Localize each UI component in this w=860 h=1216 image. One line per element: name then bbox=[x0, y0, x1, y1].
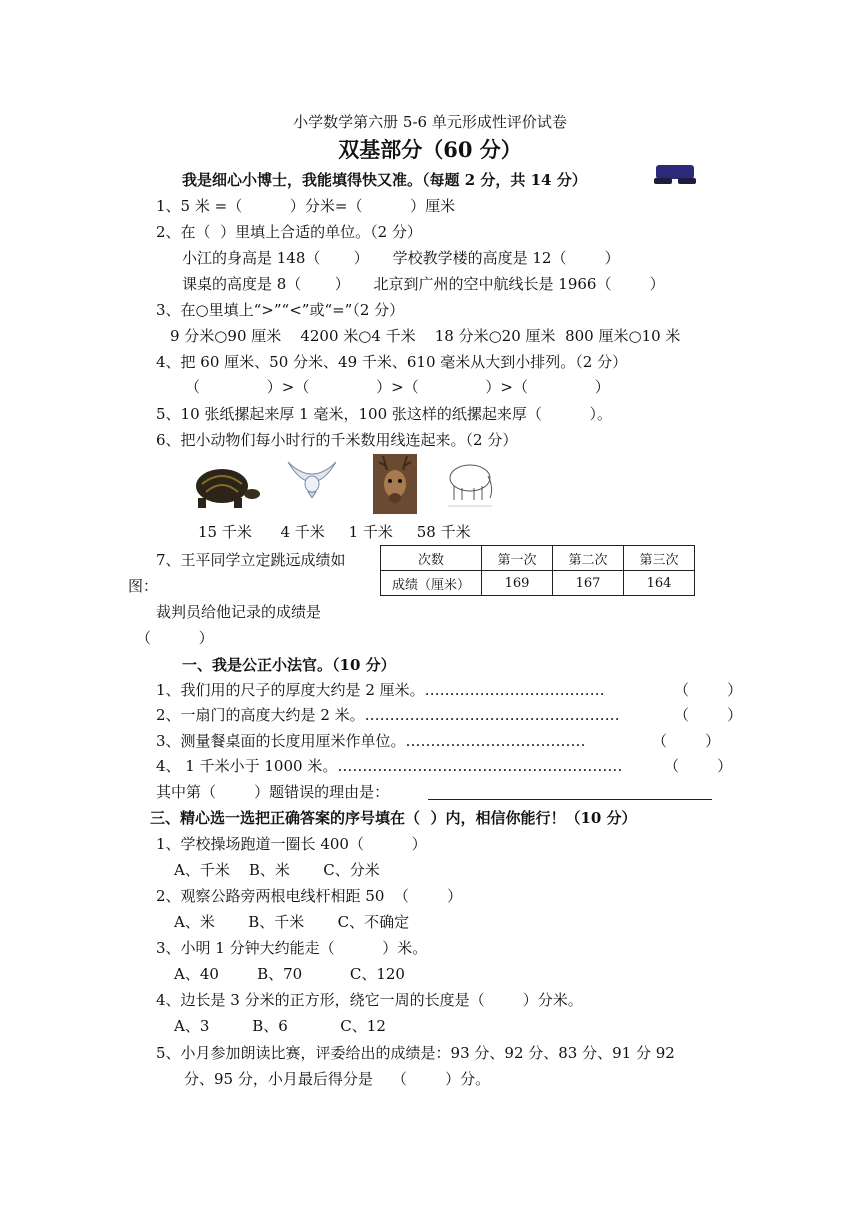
q6-speed-labels: 15 千米 4 千米 1 千米 58 千米 bbox=[198, 523, 471, 541]
q2-line1: 小江的身高是 148（ ） 学校教学楼的高度是 12（ ） bbox=[182, 249, 620, 267]
q7-text-part2: 图： bbox=[128, 577, 159, 595]
table-row-label: 成绩（厘米） bbox=[381, 571, 482, 596]
judge-item-1: 1、我们用的尺子的厚度大约是 2 厘米。……………………………… bbox=[156, 681, 605, 699]
dove-image bbox=[284, 456, 340, 498]
table-header: 第一次 bbox=[482, 546, 553, 571]
q4-blanks: （ ）>（ ）>（ ）>（ ） bbox=[185, 378, 610, 396]
judge-item-4: 4、 1 千米小于 1000 米。………………………………………………… bbox=[156, 757, 623, 775]
q4-order: 4、把 60 厘米、50 分米、49 千米、610 毫米从大到小排列。（2 分） bbox=[156, 353, 628, 371]
judge-paren-2: （ ） bbox=[674, 706, 743, 724]
judge-paren-4: （ ） bbox=[664, 757, 733, 775]
q7-text-line3: 裁判员给他记录的成绩是 bbox=[156, 603, 322, 621]
elephant-image bbox=[444, 458, 496, 510]
choice-q4-options: A、3 B、6 C、12 bbox=[174, 1017, 386, 1035]
jump-score-table bbox=[380, 545, 695, 596]
exam-title: 小学数学第六册 5-6 单元形成性评价试卷 bbox=[293, 113, 567, 131]
table-header: 第二次 bbox=[553, 546, 624, 571]
turtle-image bbox=[184, 458, 262, 514]
choice-q5-line1: 5、小月参加朗读比赛，评委给出的成绩是：93 分、92 分、83 分、91 分 92 bbox=[156, 1044, 675, 1062]
q1-unit-conversion: 1、5 米 =（ ）分米=（ ）厘米 bbox=[156, 197, 456, 215]
table-cell: 164 bbox=[624, 571, 695, 596]
reason-answer-line bbox=[428, 799, 712, 800]
boots-image bbox=[652, 163, 698, 187]
choice-q1-options: A、千米 B、米 C、分米 bbox=[174, 861, 380, 879]
choice-q2: 2、观察公路旁两根电线杆相距 50 （ ） bbox=[156, 887, 463, 905]
q6-match-animals: 6、把小动物们每小时行的千米数用线连起来。（2 分） bbox=[156, 431, 518, 449]
judge-paren-3: （ ） bbox=[652, 732, 721, 750]
judge-reason: 其中第（ ）题错误的理由是： bbox=[156, 783, 390, 801]
choice-q4: 4、边长是 3 分米的正方形，绕它一周的长度是（ ）分米。 bbox=[156, 991, 583, 1009]
table-cell: 167 bbox=[553, 571, 624, 596]
section3-heading: 三、精心选一选把正确答案的序号填在（ ）内，相信你能行！（10 分） bbox=[150, 809, 637, 827]
judge-item-2: 2、一扇门的高度大约是 2 米。…………………………………………… bbox=[156, 706, 620, 724]
table-header: 次数 bbox=[381, 546, 482, 571]
q7-answer-blank: （ ） bbox=[136, 629, 214, 647]
q7-text-part1: 7、王平同学立定跳远成绩如 bbox=[156, 551, 346, 569]
q2-fill-units: 2、在（ ）里填上合适的单位。（2 分） bbox=[156, 223, 422, 241]
choice-q1: 1、学校操场跑道一圈长 400（ ） bbox=[156, 835, 427, 853]
deer-image bbox=[373, 454, 417, 514]
q3-compare: 3、在○里填上“>”“<”或“=”（2 分） bbox=[156, 301, 405, 319]
choice-q3-options: A、40 B、70 C、120 bbox=[174, 965, 405, 983]
choice-q5-line2: 分、95 分，小月最后得分是 （ ）分。 bbox=[184, 1070, 491, 1088]
table-header: 第三次 bbox=[624, 546, 695, 571]
q5-paper-thickness: 5、10 张纸摞起来厚 1 毫米，100 张这样的纸摞起来厚（ ）。 bbox=[156, 405, 613, 423]
choice-q2-options: A、米 B、千米 C、不确定 bbox=[174, 913, 410, 931]
table-cell: 169 bbox=[482, 571, 553, 596]
judge-item-3: 3、测量餐桌面的长度用厘米作单位。……………………………… bbox=[156, 732, 586, 750]
choice-q3: 3、小明 1 分钟大约能走（ ）米。 bbox=[156, 939, 428, 957]
section-subtitle: 双基部分（60 分） bbox=[338, 137, 522, 162]
q2-line2: 课桌的高度是 8（ ） 北京到广州的空中航线长是 1966（ ） bbox=[182, 275, 665, 293]
q3-line: 9 分米○90 厘米 4200 米○4 千米 18 分米○20 厘米 800 厘米○10 米 bbox=[170, 327, 681, 345]
section2-heading: 一、我是公正小法官。（10 分） bbox=[182, 656, 396, 674]
judge-paren-1: （ ） bbox=[674, 681, 743, 699]
section1-heading: 我是细心小博士，我能填得快又准。（每题 2 分，共 14 分） bbox=[182, 171, 587, 189]
